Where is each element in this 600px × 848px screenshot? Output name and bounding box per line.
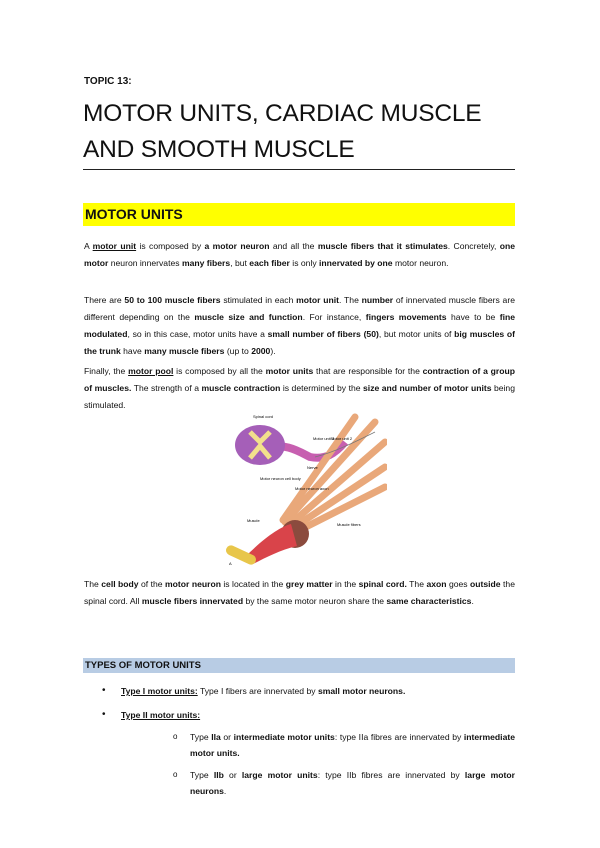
text-run: , so in this case, motor units have a	[127, 329, 268, 339]
figure-label: Motor unit 1	[313, 436, 335, 441]
list-item	[84, 683, 515, 699]
emphasized-text: many muscle fibers	[144, 346, 225, 356]
text-run: . Concretely,	[447, 241, 500, 251]
text-run: that are responsible for the	[313, 366, 423, 376]
emphasized-text: motor unit	[296, 295, 340, 305]
emphasized-text: axon	[426, 579, 447, 589]
text-run: in the	[332, 579, 359, 589]
text-run: Type	[190, 732, 212, 742]
emphasized-text: intermediate motor units.	[190, 732, 515, 758]
text-run: stimulated in each	[220, 295, 297, 305]
section-heading-types: TYPES OF MOTOR UNITS	[83, 658, 515, 673]
emphasized-text: spinal cord.	[358, 579, 407, 589]
emphasized-text: small number of fibers (50)	[267, 329, 379, 339]
emphasized-text: cell body	[101, 579, 139, 589]
emphasized-text: number	[361, 295, 394, 305]
motor-unit-illustration	[225, 412, 387, 567]
emphasized-text: small motor neurons.	[317, 686, 406, 696]
text-run: motor neuron.	[392, 258, 449, 268]
emphasized-text: IIb	[213, 770, 224, 780]
sub-list-item	[121, 729, 515, 761]
emphasized-text: Type I motor units:	[121, 686, 198, 696]
emphasized-text: IIa	[211, 732, 221, 742]
text-run: . For instance,	[302, 312, 366, 322]
text-run: or	[223, 770, 242, 780]
emphasized-text: muscle fibers innervated	[141, 596, 244, 606]
sub-list-item	[121, 767, 515, 799]
text-run: neuron innervates	[108, 258, 182, 268]
emphasized-text: motor pool	[128, 366, 174, 376]
text-run: .	[223, 786, 227, 796]
text-run: the spinal cord. All	[84, 579, 515, 606]
text-run: goes	[446, 579, 471, 589]
text-run: is located in the	[220, 579, 286, 589]
emphasized-text: innervated by one	[319, 258, 393, 268]
figure-label: A	[229, 561, 232, 566]
figure-label: Motor neuron axon	[295, 486, 329, 491]
title-divider	[83, 169, 515, 170]
text-run: , but	[230, 258, 250, 268]
emphasized-text: big muscles of the trunk	[84, 329, 515, 356]
text-run: There are	[84, 295, 125, 305]
figure-label: Nerve	[307, 465, 318, 470]
emphasized-text: many fibers	[181, 258, 231, 268]
text-run: is composed by	[136, 241, 205, 251]
text-run: : type IIb fibres are innervated by	[317, 770, 465, 780]
paragraph	[84, 363, 515, 414]
emphasized-text: 50 to 100 muscle fibers	[124, 295, 221, 305]
text-run: . The	[339, 295, 362, 305]
text-run: is determined by the	[280, 383, 364, 393]
emphasized-text: one motor	[84, 241, 516, 268]
emphasized-text: muscle fibers that it stimulates	[317, 241, 448, 251]
text-run: Type I fibers are innervated by	[197, 686, 318, 696]
emphasized-text: motor units	[265, 366, 314, 376]
section-heading-motor-units: MOTOR UNITS	[83, 203, 515, 226]
emphasized-text: a motor neuron	[204, 241, 270, 251]
topic-label: TOPIC 13:	[84, 76, 132, 87]
text-run: A	[84, 241, 93, 251]
figure-label: Spinal cord	[253, 414, 274, 419]
emphasized-text: motor unit	[92, 241, 137, 251]
emphasized-text: size and number of motor units	[363, 383, 492, 393]
text-run: .	[471, 596, 474, 606]
motor-unit-types-list	[84, 683, 515, 807]
emphasized-text: outside	[470, 579, 501, 589]
figure-label: Muscle	[247, 518, 260, 523]
emphasized-text: large motor units	[241, 770, 318, 780]
list-item	[84, 707, 515, 799]
text-run: by the same motor neuron share the	[243, 596, 387, 606]
emphasized-text: Type II motor units:	[121, 710, 201, 720]
emphasized-text: intermediate motor units	[233, 732, 335, 742]
emphasized-text: muscle contraction	[201, 383, 281, 393]
figure-label: Motor neuron cell body	[260, 476, 301, 481]
text-run: of the	[138, 579, 166, 589]
text-run: being stimulated.	[84, 383, 515, 410]
text-run: is composed by all the	[173, 366, 266, 376]
text-run: (up to	[224, 346, 252, 356]
text-run: or	[220, 732, 234, 742]
emphasized-text: motor neuron	[165, 579, 221, 589]
list-item-label	[121, 707, 515, 723]
emphasized-text: large motor neurons	[190, 770, 515, 796]
emphasized-text: muscle size and function	[194, 312, 303, 322]
emphasized-text: contraction of a group of muscles.	[84, 366, 516, 393]
emphasized-text: fine modulated	[84, 312, 515, 339]
text-run: and all the	[269, 241, 318, 251]
emphasized-text: each fiber	[249, 258, 290, 268]
text-run: have	[120, 346, 145, 356]
text-run: The strength of a	[131, 383, 202, 393]
figure-label: Muscle fibers	[337, 522, 361, 527]
emphasized-text: 2000	[251, 346, 271, 356]
text-run: , but motor units of	[378, 329, 455, 339]
paragraph	[84, 576, 515, 610]
text-run: ).	[270, 346, 276, 356]
emphasized-text: fingers movements	[365, 312, 447, 322]
text-run: have to be	[446, 312, 500, 322]
text-run: Type	[190, 770, 214, 780]
text-run: : type IIa fibres are innervated by	[334, 732, 464, 742]
text-run: of innervated muscle fibers are different depending on the	[84, 295, 515, 322]
figure-label: Motor unit 2	[331, 436, 353, 441]
paragraph	[84, 238, 515, 272]
emphasized-text: same characteristics	[386, 596, 472, 606]
emphasized-text: grey matter	[285, 579, 333, 589]
text-run: The	[84, 579, 102, 589]
text-run: The	[406, 579, 427, 589]
text-run: Finally, the	[84, 366, 129, 376]
paragraph	[84, 292, 515, 360]
page-title: MOTOR UNITS, CARDIAC MUSCLE AND SMOOTH MUSCLE	[83, 100, 482, 163]
text-run: is only	[289, 258, 320, 268]
